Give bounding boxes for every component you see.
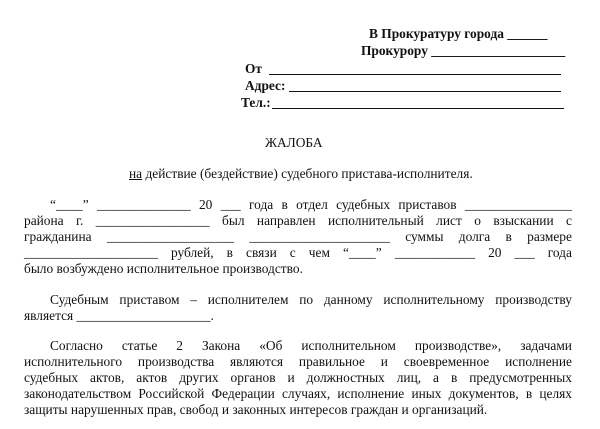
word: органов [230, 370, 276, 385]
paragraph-2 [24, 292, 572, 324]
word: исполнительный [328, 213, 424, 228]
word: производства [137, 354, 215, 369]
word: актов [136, 370, 168, 385]
word: ________________ [464, 197, 572, 212]
paragraph-2-last-line: является ____________________. [24, 308, 214, 323]
word: 20 [488, 245, 502, 260]
word: предусмотренных [469, 370, 572, 385]
word: ______________ [96, 197, 191, 212]
word: целях [539, 386, 572, 401]
header-phone-row [241, 95, 271, 111]
word: лиц, [396, 370, 422, 385]
subtitle-rest: действие (бездействие) судебного пристава-исполнителя. [142, 166, 473, 181]
word: исполнительному [383, 292, 485, 307]
word: являются [230, 354, 284, 369]
word: и [287, 370, 295, 385]
word: своевременное [403, 354, 490, 369]
word: иных [411, 386, 442, 401]
word: в [226, 245, 233, 260]
word: в [505, 229, 512, 244]
word: приставом [119, 292, 180, 307]
word: судебных [24, 370, 79, 385]
word: ___________________ [106, 229, 235, 244]
word: правильное [298, 354, 365, 369]
subtitle-prefix: на [129, 166, 143, 181]
word: района [24, 213, 64, 228]
header-address-label: Адрес: [245, 78, 286, 93]
word: с [289, 245, 296, 260]
word: 20 [198, 197, 213, 212]
header-from-blank [269, 62, 561, 75]
word: размере [527, 229, 572, 244]
word: – [190, 292, 197, 307]
word: Судебным [50, 292, 109, 307]
word: взыскании [493, 213, 554, 228]
document-title: ЖАЛОБА [265, 135, 323, 150]
word: Закона [201, 338, 241, 353]
word: Российской [138, 386, 205, 401]
word: отдел [296, 197, 328, 212]
word: был [222, 213, 245, 228]
paragraph-3-line [24, 354, 572, 370]
word: _________________ [95, 213, 210, 228]
paragraph-3-line [24, 386, 572, 402]
header-phone-blank [272, 96, 564, 109]
word: а [433, 370, 439, 385]
paragraph-1-line [24, 213, 572, 229]
word: года [547, 245, 572, 260]
word: направлен [256, 213, 316, 228]
paragraph-1-last-line: было возбуждено исполнительное производство. [24, 261, 303, 276]
word: в [281, 197, 288, 212]
header-from-label: От [245, 61, 262, 76]
word: «Об [259, 338, 283, 353]
word: г. [76, 213, 84, 228]
word: Федерации [211, 386, 275, 401]
word: по [299, 292, 314, 307]
word: Согласно [50, 338, 103, 353]
word: исполнение [337, 386, 405, 401]
word: производстве», [414, 338, 502, 353]
paragraph-1-line [24, 197, 572, 213]
word: случаях, [281, 386, 331, 401]
paragraph-3-last-line: защиты нарушенных прав, свобод и законных интересов граждан и организаций. [24, 402, 488, 417]
word: статье [121, 338, 158, 353]
word: документов, [448, 386, 519, 401]
header-prosecutor-office: В Прокуратуру города ______ [369, 26, 548, 41]
header-prosecutor-label: Прокурору [361, 43, 428, 58]
paragraph-3-line [24, 338, 572, 354]
header-from-row [245, 61, 262, 77]
word: исполнительном [301, 338, 396, 353]
word: долга [458, 229, 491, 244]
word: 2 [176, 338, 183, 353]
header-prosecutor-line [361, 43, 565, 59]
paragraph-1 [24, 197, 572, 277]
word: гражданина [24, 229, 92, 244]
header-address-blank [289, 79, 561, 92]
word: исполнение [505, 354, 572, 369]
word: исполнителем [207, 292, 289, 307]
word: задачами [520, 338, 572, 353]
word: “____” [343, 245, 382, 260]
word: должностных [306, 370, 385, 385]
word: _____________________ [249, 229, 390, 244]
word: рублей, [170, 245, 214, 260]
paragraph-3 [24, 338, 572, 418]
word: других [179, 370, 219, 385]
word: “____” [50, 197, 89, 212]
word: ___ [220, 197, 241, 212]
header-phone-label: Тел.: [241, 95, 271, 110]
header-address-row [245, 78, 285, 94]
word: года [249, 197, 274, 212]
word: с [566, 213, 572, 228]
word: связи [246, 245, 277, 260]
word: в [525, 386, 533, 401]
paragraph-1-line [24, 229, 572, 245]
paragraph-3-line [24, 370, 572, 386]
word: исполнительного [24, 354, 123, 369]
word: чем [308, 245, 330, 260]
document-subtitle [129, 166, 473, 182]
word: о [474, 213, 481, 228]
paragraph-2-line [24, 292, 572, 308]
word: производству [495, 292, 572, 307]
word: суммы [405, 229, 444, 244]
word: приставов [398, 197, 457, 212]
word: лист [436, 213, 462, 228]
word: законодательством [24, 386, 132, 401]
paragraph-1-line [24, 245, 572, 261]
word: данному [323, 292, 373, 307]
header-prosecutor-blank: ____________________ [431, 43, 566, 58]
word: в [450, 370, 458, 385]
word: ____________ [394, 245, 476, 260]
word: актов, [90, 370, 125, 385]
word: судебных [336, 197, 391, 212]
word: ____________________ [24, 245, 158, 260]
word: и [380, 354, 388, 369]
word: ___ [514, 245, 535, 260]
